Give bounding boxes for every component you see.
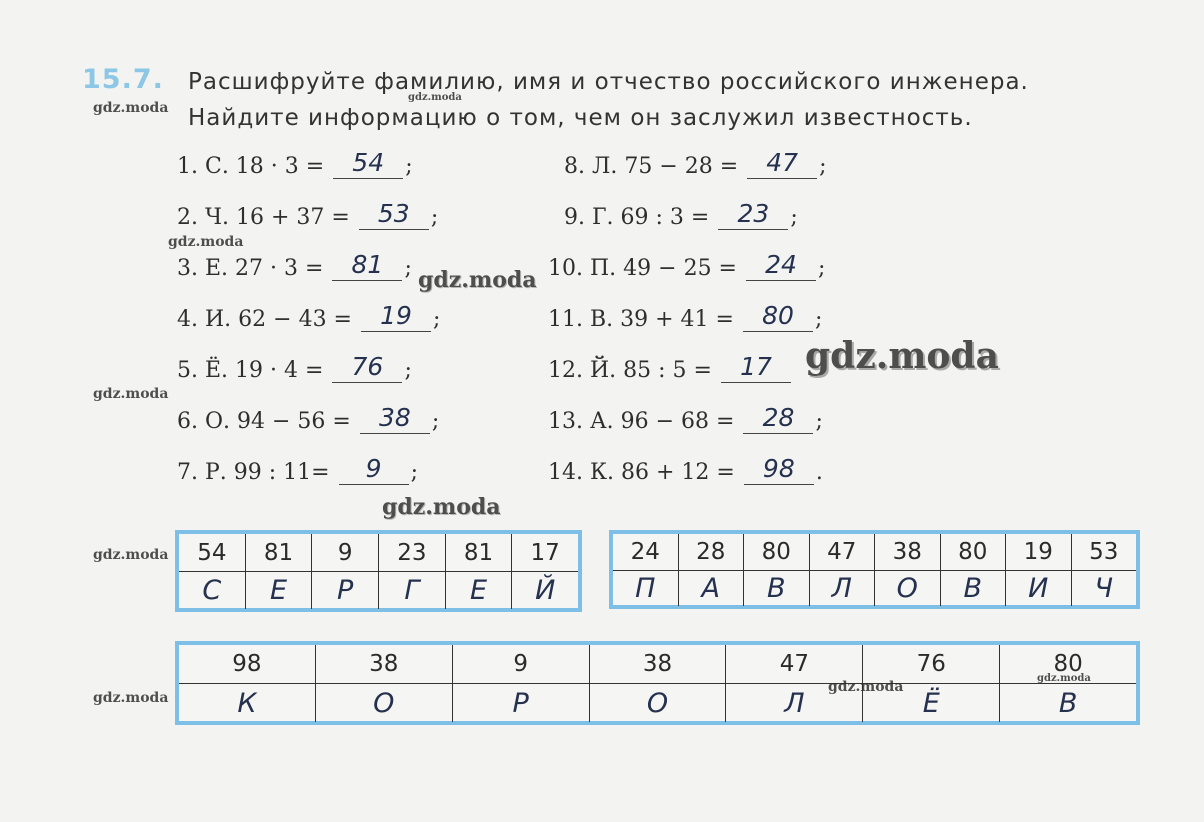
table-row-letters [179, 572, 578, 609]
watermark: gdz.moda [828, 679, 904, 695]
example-9: 9. Г. 69 : 3 = 23 ; [564, 199, 798, 230]
task-line-1: Расшифруйте фамилию, имя и отчество российского инженера. [188, 69, 1029, 95]
table-cell: 28 [679, 534, 745, 570]
task-text [188, 64, 1029, 136]
example-5: 5. Ё. 19 · 4 = 76 ; [177, 352, 412, 383]
example-13: 13. А. 96 − 68 = 28 ; [548, 403, 823, 434]
table-row-letters [613, 571, 1136, 607]
table-cell: 23 [379, 534, 446, 571]
table-cell: И [1006, 571, 1072, 607]
answer: 47 [747, 148, 817, 179]
table-surname [175, 641, 1140, 725]
example-1: 1. С. 18 · 3 = 54 ; [177, 148, 413, 179]
table-row-letters [179, 684, 1136, 722]
answer: 9 [339, 454, 409, 485]
task-line-2: Найдите информацию о том, чем он заслужил известность. [188, 105, 973, 131]
table-cell: 24 [613, 534, 679, 570]
table-cell: Ё [863, 684, 1000, 722]
example-10: 10. П. 49 − 25 = 24 ; [548, 250, 826, 281]
table-cell: К [179, 684, 316, 722]
table-name [175, 530, 582, 612]
table-cell: 81 [246, 534, 313, 571]
answer: 28 [743, 403, 813, 434]
table-cell: Е [246, 572, 313, 609]
watermark: gdz.moda [168, 234, 244, 250]
table-cell: Й [535, 575, 556, 606]
table-cell: В [941, 571, 1007, 607]
table-cell: П [613, 571, 679, 607]
table-cell: 9 [453, 645, 590, 683]
table-cell: Р [453, 684, 590, 722]
answer: 53 [359, 199, 429, 230]
watermark: gdz.moda [418, 267, 537, 293]
table-cell: Л [810, 571, 876, 607]
table-cell: Ч [1094, 572, 1113, 604]
table-cell: 80 [744, 534, 810, 570]
table-cell: 38 [590, 645, 727, 683]
table-cell: Е [446, 572, 513, 609]
example-4: 4. И. 62 − 43 = 19 ; [177, 301, 441, 332]
table-cell: 47 [810, 534, 876, 570]
table-cell: 19 [1006, 534, 1072, 570]
table-cell: 53 [1089, 538, 1119, 565]
example-7: 7. Р. 99 : 11= 9 ; [177, 454, 419, 485]
watermark: gdz.moda [408, 92, 462, 103]
table-cell: 17 [530, 539, 560, 566]
answer: 54 [333, 148, 403, 179]
table-cell: С [179, 572, 246, 609]
table-cell: 47 [726, 645, 863, 683]
watermark: gdz.moda [93, 100, 169, 116]
table-row-numbers [179, 645, 1136, 684]
table-cell: 76 [863, 645, 1000, 683]
watermark: gdz.moda [93, 386, 169, 402]
watermark: gdz.moda [382, 494, 501, 520]
table-cell: 81 [446, 534, 513, 571]
table-cell: 38 [316, 645, 453, 683]
watermark: gdz.moda [93, 547, 169, 563]
table-cell: 80 [1053, 651, 1083, 677]
answer: 76 [332, 352, 402, 383]
table-cell: 38 [875, 534, 941, 570]
example-14: 14. К. 86 + 12 = 98 . [548, 454, 823, 485]
table-cell: А [679, 571, 745, 607]
table-cell: В [1058, 687, 1078, 719]
exercise-number: 15.7. [82, 64, 164, 95]
table-cell: О [590, 684, 727, 722]
answer: 98 [744, 454, 814, 485]
example-2: 2. Ч. 16 + 37 = 53 ; [177, 199, 439, 230]
table-cell: В [744, 571, 810, 607]
answer: 23 [718, 199, 788, 230]
watermark: gdz.moda [805, 335, 999, 377]
table-cell: 80 [941, 534, 1007, 570]
table-cell: 54 [179, 534, 246, 571]
watermark: gdz.moda [93, 690, 169, 706]
table-cell: 98 [179, 645, 316, 683]
answer: 24 [746, 250, 816, 281]
table-row-numbers [613, 534, 1136, 571]
table-cell: О [875, 571, 941, 607]
answer: 17 [721, 352, 791, 383]
table-cell: Г [379, 572, 446, 609]
answer: 81 [332, 250, 402, 281]
table-cell: Л [726, 684, 863, 722]
table-cell: 9 [312, 534, 379, 571]
answer: 80 [743, 301, 813, 332]
example-6: 6. О. 94 − 56 = 38 ; [177, 403, 440, 434]
table-row-numbers [179, 534, 578, 572]
table-patronymic [609, 530, 1140, 609]
answer: 38 [360, 403, 430, 434]
table-cell: Р [312, 572, 379, 609]
answer: 19 [361, 301, 431, 332]
watermark: gdz.moda [1037, 673, 1091, 684]
example-12: 12. Й. 85 : 5 = 17 [548, 352, 793, 383]
example-8: 8. Л. 75 − 28 = 47 ; [564, 148, 827, 179]
example-3: 3. Е. 27 · 3 = 81 ; [177, 250, 412, 281]
example-11: 11. В. 39 + 41 = 80 ; [548, 301, 823, 332]
table-cell: О [316, 684, 453, 722]
